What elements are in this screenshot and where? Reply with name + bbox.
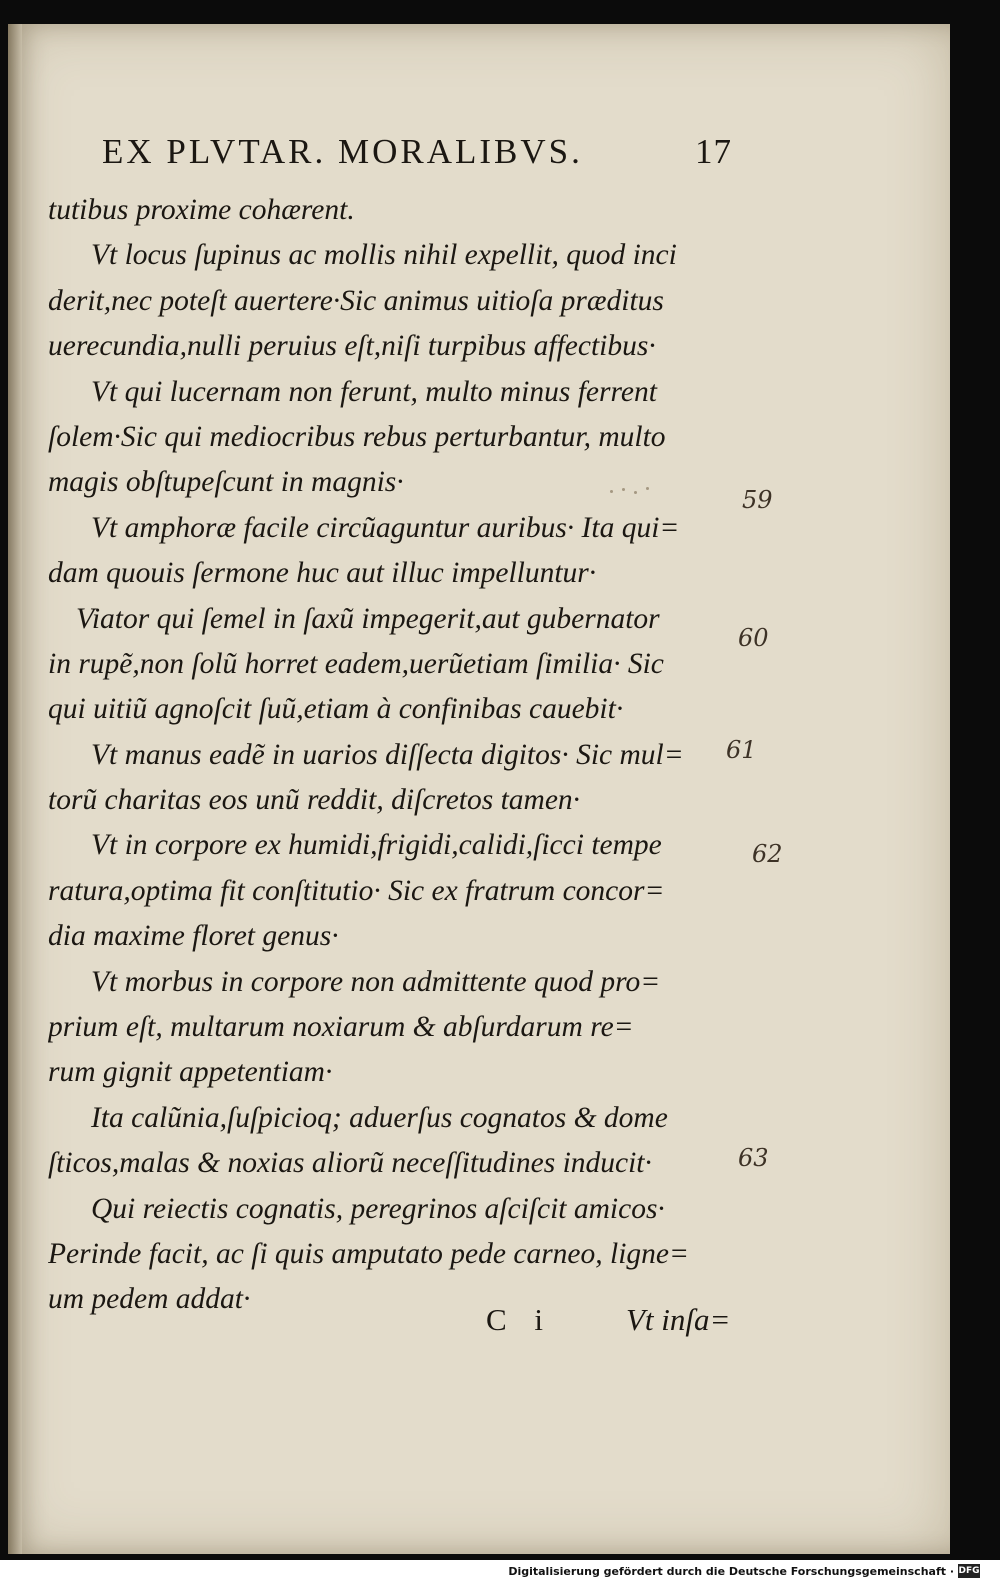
ink-specks	[608, 486, 658, 496]
running-header	[102, 124, 732, 184]
page-number: 17	[695, 132, 732, 171]
marginal-note: 61	[726, 736, 757, 764]
body-text	[48, 188, 738, 1323]
text-line: Vt locus ſupinus ac mollis nihil expellit, quod inci	[91, 239, 677, 272]
marginal-note: 60	[738, 624, 769, 652]
book-page	[8, 24, 950, 1554]
dfg-logo: DFG	[958, 1566, 980, 1576]
text-line: magis obſtupeſcunt in magnis·	[48, 466, 404, 499]
catchword: Vt inſa=	[626, 1302, 731, 1337]
text-line: tutibus proxime cohærent.	[48, 194, 355, 226]
marginal-note: 62	[752, 840, 783, 868]
text-line: Vt manus eadẽ in uarios diſſecta digitos· Sic mul=	[91, 738, 684, 771]
running-title: EX PLVTAR. MORALIBVS.	[102, 132, 583, 171]
page-gutter-shadow	[8, 24, 22, 1554]
text-line: Vt amphoræ facile circũaguntur auribus· Ita qui=	[91, 511, 680, 544]
text-line: ſticos,malas & noxias aliorũ neceſſitudines inducit·	[48, 1147, 652, 1180]
text-line: ratura,optima fit conſtitutio· Sic ex fratrum concor=	[48, 874, 665, 907]
text-line: qui uitiũ agnoſcit ſuũ,etiam à confinibas cauebit·	[48, 693, 624, 726]
text-line: uerecundia,nulli peruius eſt,niſi turpibus affectibus·	[48, 330, 656, 363]
text-line: Vt in corpore ex humidi,frigidi,calidi,ſicci tempe	[91, 829, 662, 862]
text-line: dia maxime floret genus·	[48, 920, 339, 953]
signature-mark: C i	[486, 1302, 554, 1337]
text-line: Perinde facit, ac ſi quis amputato pede carneo, ligne=	[48, 1237, 689, 1270]
digitization-footer	[0, 1560, 1000, 1583]
text-line: Vt qui lucernam non ferunt, multo minus ferrent	[91, 375, 657, 408]
text-line: in rupẽ,non ſolũ horret eadem,uerũetiam ſimilia· Sic	[48, 647, 664, 680]
text-line: Viator qui ſemel in ſaxũ impegerit,aut gubernator	[76, 602, 660, 635]
text-line: Qui reiectis cognatis, peregrinos aſciſcit amicos·	[91, 1192, 665, 1225]
text-line: dam quouis ſermone huc aut illuc impelluntur·	[48, 557, 597, 590]
text-line: rum gignit appetentiam·	[48, 1056, 333, 1089]
funding-credit: Digitalisierung gefördert durch die Deutsche Forschungsgemeinschaft ·	[508, 1565, 954, 1578]
marginal-note: 63	[738, 1144, 769, 1172]
text-line: derit,nec poteſt auertere·Sic animus uitioſa præditus	[48, 284, 664, 317]
text-line: Vt morbus in corpore non admittente quod pro=	[91, 965, 661, 998]
text-line: Ita calũnia,ſuſpicioq; aduerſus cognatos & dome	[91, 1101, 668, 1134]
text-line: ſolem·Sic qui mediocribus rebus perturbantur, multo	[48, 420, 666, 453]
text-line: torũ charitas eos unũ reddit, diſcretos tamen·	[48, 784, 581, 817]
text-line: prium eſt, multarum noxiarum & abſurdarum re=	[48, 1011, 634, 1044]
marginal-note: 59	[742, 486, 773, 514]
text-line: um pedem addat·	[48, 1283, 251, 1316]
